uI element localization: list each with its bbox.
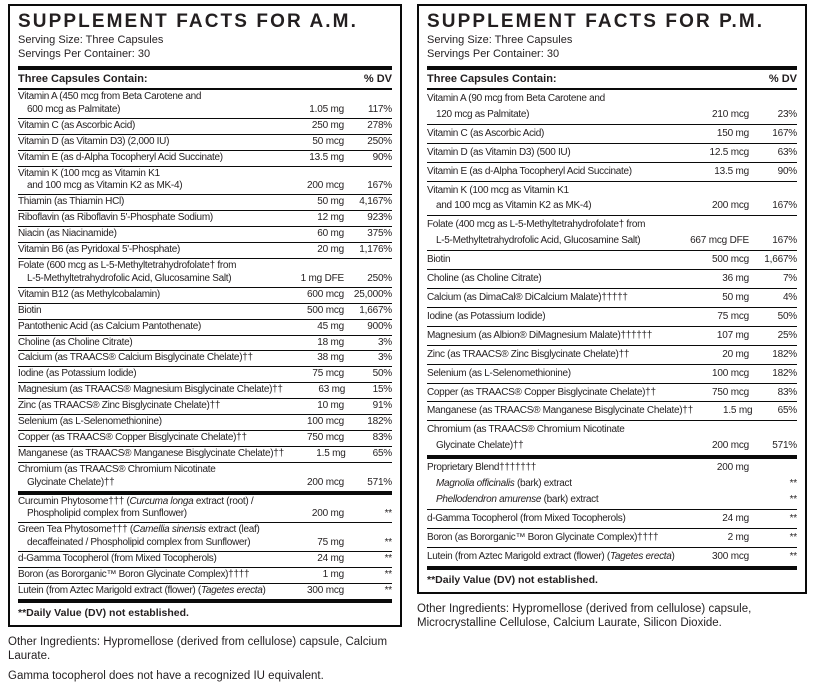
ingredient-amount: 45 mg xyxy=(317,320,344,332)
table-row xyxy=(427,182,797,217)
ingredient-dv: 90% xyxy=(777,165,797,177)
ingredient-name: Thiamin (as Thiamin HCl) xyxy=(18,196,124,208)
ingredient-name: Iodine (as Potassium Iodide) xyxy=(18,368,137,380)
ingredient-name: Magnesium (as Albion® DiMagnesium Malate)†††††† xyxy=(427,329,653,341)
table-row xyxy=(427,421,797,456)
ingredient-name: Magnolia officinalis (bark) extract xyxy=(436,478,572,490)
ingredient-dv: 117% xyxy=(367,103,392,115)
ingredient-name: Boron (as Bororganic™ Boron Glycinate Complex)†††† xyxy=(18,569,250,581)
ingredient-dv: 1,667% xyxy=(764,254,797,266)
ingredient-amount: 1 mg xyxy=(322,569,344,581)
row-line xyxy=(18,168,392,181)
table-row xyxy=(18,431,392,447)
ingredient-name: Phellodendron amurense (bark) extract xyxy=(436,493,599,505)
table-row xyxy=(427,270,797,289)
table-row xyxy=(427,125,797,144)
ingredient-amount: 50 mcg xyxy=(312,135,344,147)
ingredient-amount: 13.5 mg xyxy=(714,165,749,177)
ingredient-amount: 20 mg xyxy=(722,348,749,360)
ingredient-amount: 107 mg xyxy=(716,329,749,341)
row-line xyxy=(18,400,392,413)
row-line xyxy=(18,416,392,429)
ingredient-name: Selenium (as L-Selenomethionine) xyxy=(427,367,571,379)
ingredient-name: Chromium (as TRAACS® Chromium Nicotinate xyxy=(18,463,216,475)
row-line xyxy=(18,569,392,582)
row-line xyxy=(427,183,797,199)
ingredient-dv: 1,667% xyxy=(359,304,392,316)
row-line xyxy=(427,460,797,476)
ingredient-name: Iodine (as Potassium Iodide) xyxy=(427,310,546,322)
ingredient-amount: 600 mcg xyxy=(307,288,344,300)
table-row xyxy=(427,529,797,548)
pm-column xyxy=(417,4,807,631)
ingredient-name: Boron (as Bororganic™ Boron Glycinate Complex)†††† xyxy=(427,531,659,543)
ingredient-name: Niacin (as Niacinamide) xyxy=(18,228,117,240)
ingredient-dv: ** xyxy=(384,553,392,565)
ingredient-dv: ** xyxy=(789,493,797,505)
ingredient-dv: 375% xyxy=(367,228,392,240)
ingredient-dv: 571% xyxy=(367,476,392,488)
ingredient-name: Lutein (from Aztec Marigold extract (flower) (Tagetes erecta) xyxy=(427,550,675,562)
table-row xyxy=(18,383,392,399)
page-title: SUPPLEMENT FACTS FOR P.M. xyxy=(427,11,765,32)
ingredient-amount: 667 mcg DFE xyxy=(690,235,749,247)
row-line xyxy=(18,120,392,133)
table-row xyxy=(427,327,797,346)
ingredient-name: Riboflavin (as Riboflavin 5'-Phosphate Sodium) xyxy=(18,212,213,224)
ingredient-amount: 36 mg xyxy=(722,273,749,285)
row-line xyxy=(427,530,797,546)
table-row xyxy=(18,320,392,336)
table-row xyxy=(18,399,392,415)
ingredient-rows xyxy=(427,90,797,566)
table-row xyxy=(18,167,392,196)
table-row xyxy=(18,367,392,383)
row-line xyxy=(427,492,797,508)
ingredient-amount: 2 mg xyxy=(727,531,749,543)
ingredient-name: Vitamin E (as d-Alpha Tocopheryl Acid Succinate) xyxy=(18,151,223,163)
row-line xyxy=(427,511,797,527)
ingredient-dv: 65% xyxy=(372,447,392,459)
ingredient-dv: 278% xyxy=(367,119,392,131)
ingredient-name: Vitamin K (100 mcg as Vitamin K1 xyxy=(18,167,160,179)
row-line xyxy=(18,152,392,165)
row-line xyxy=(427,549,797,565)
ingredient-name: Copper (as TRAACS® Copper Bisglycinate Chelate)†† xyxy=(427,386,656,398)
ingredient-name: Proprietary Blend††††††† xyxy=(427,462,536,474)
dv-column-label: % DV xyxy=(363,73,392,85)
ingredient-dv: ** xyxy=(789,512,797,524)
table-header xyxy=(18,66,392,90)
ingredient-amount: 24 mg xyxy=(722,512,749,524)
serving-size: Serving Size: Three Capsules xyxy=(427,34,573,46)
row-line xyxy=(18,553,392,566)
row-line xyxy=(427,476,797,492)
ingredient-name: Selenium (as L-Selenomethionine) xyxy=(18,416,162,428)
panel-pm xyxy=(417,4,807,594)
row-line xyxy=(427,309,797,325)
row-line xyxy=(427,217,797,233)
table-row xyxy=(427,548,797,566)
row-line xyxy=(427,347,797,363)
ingredient-amount: 20 mg xyxy=(317,244,344,256)
row-line xyxy=(18,432,392,445)
ingredient-name: Folate (400 mcg as L-5-Methyltetrahydrofolate† from xyxy=(427,219,646,231)
row-line xyxy=(427,252,797,268)
am-column xyxy=(8,4,402,683)
row-line xyxy=(18,508,392,521)
row-line xyxy=(427,403,797,419)
ingredient-name: Vitamin D (as Vitamin D3) (2,000 IU) xyxy=(18,135,170,147)
row-line xyxy=(427,107,797,123)
ingredient-dv: 182% xyxy=(772,348,797,360)
row-line xyxy=(18,537,392,550)
row-line xyxy=(18,448,392,461)
ingredient-name: Vitamin A (90 mcg from Beta Carotene and xyxy=(427,93,605,104)
ingredient-amount: 1.5 mg xyxy=(316,447,346,459)
ingredient-dv: ** xyxy=(384,537,392,549)
table-row xyxy=(427,144,797,163)
ingredient-name: Glycinate Chelate)†† xyxy=(436,440,524,452)
ingredient-name: Pantothenic Acid (as Calcium Pantothenate) xyxy=(18,320,202,332)
ingredient-name: Glycinate Chelate)†† xyxy=(27,476,115,488)
table-row xyxy=(427,384,797,403)
row-line xyxy=(427,422,797,438)
row-line xyxy=(427,91,797,107)
row-line xyxy=(427,271,797,287)
row-line xyxy=(18,260,392,273)
ingredient-amount: 75 mg xyxy=(317,537,344,549)
ingredient-amount: 63 mg xyxy=(318,384,346,396)
row-line xyxy=(18,289,392,302)
ingredient-dv: 50% xyxy=(777,310,797,322)
row-line xyxy=(18,585,392,598)
ingredient-name: Vitamin B12 (as Methylcobalamin) xyxy=(18,288,160,300)
ingredient-amount: 750 mcg xyxy=(307,431,344,443)
ingredient-name: Copper (as TRAACS® Copper Bisglycinate Chelate)†† xyxy=(18,431,247,443)
ingredient-amount: 100 mcg xyxy=(307,416,344,428)
ingredient-dv: 23% xyxy=(777,108,797,120)
table-row xyxy=(427,365,797,384)
ingredient-dv: ** xyxy=(789,531,797,543)
ingredient-dv: 25% xyxy=(777,329,797,341)
ingredient-dv: 65% xyxy=(777,405,797,417)
row-line xyxy=(427,126,797,142)
table-row xyxy=(427,216,797,251)
ingredient-dv: 50% xyxy=(372,368,392,380)
ingredient-name: Vitamin A (450 mcg from Beta Carotene and xyxy=(18,91,202,102)
ingredient-name: Curcumin Phytosome††† (Curcuma longa extract (root) / xyxy=(18,495,254,507)
table-row xyxy=(18,243,392,259)
row-line xyxy=(18,321,392,334)
ingredient-dv: 4% xyxy=(782,291,797,303)
ingredient-amount: 300 mcg xyxy=(712,550,749,562)
page-title: SUPPLEMENT FACTS FOR A.M. xyxy=(18,11,358,32)
ingredient-dv: 167% xyxy=(367,180,392,192)
ingredient-dv: 15% xyxy=(372,384,392,396)
row-line xyxy=(18,180,392,193)
table-row xyxy=(427,456,797,510)
ingredient-name: Vitamin C (as Ascorbic Acid) xyxy=(18,119,136,131)
ingredient-amount: 18 mg xyxy=(317,336,344,348)
dv-footnote: **Daily Value (DV) not established. xyxy=(18,599,392,625)
row-line xyxy=(18,384,392,397)
row-line xyxy=(427,385,797,401)
row-line xyxy=(18,196,392,209)
row-line xyxy=(18,496,392,509)
ingredient-amount: 200 mcg xyxy=(307,476,344,488)
ingredient-amount: 500 mcg xyxy=(307,304,344,316)
ingredient-amount: 200 mcg xyxy=(712,440,749,452)
ingredient-name: Choline (as Choline Citrate) xyxy=(427,273,542,285)
ingredient-name: Magnesium (as TRAACS® Magnesium Bisglycinate Chelate)†† xyxy=(18,384,283,396)
ingredient-dv: 83% xyxy=(777,386,797,398)
ingredient-amount: 24 mg xyxy=(317,553,344,565)
ingredient-dv: 250% xyxy=(367,272,392,284)
row-line xyxy=(18,244,392,257)
ingredient-amount: 300 mcg xyxy=(307,585,344,596)
row-line xyxy=(18,212,392,225)
ingredient-name: and 100 mcg as Vitamin K2 as MK-4) xyxy=(436,200,592,212)
row-line xyxy=(427,145,797,161)
ingredient-amount: 75 mcg xyxy=(312,368,344,380)
ingredient-name: Biotin xyxy=(18,304,42,316)
dv-column-label: % DV xyxy=(768,73,797,85)
table-row xyxy=(18,415,392,431)
other-ingredients-note: Other Ingredients: Hypromellose (derived from cellulose) capsule, Calcium Laurate. xyxy=(8,635,388,663)
servings-per-container: Servings Per Container: 30 xyxy=(427,47,560,60)
table-row xyxy=(18,552,392,568)
other-ingredients-note: Other Ingredients: Hypromellose (derived from cellulose) capsule, Microcrystalline Cellulose, Calcium Laurate, Silicon Dioxide. xyxy=(417,602,752,630)
table-row xyxy=(427,289,797,308)
ingredient-name: d-Gamma Tocopherol (from Mixed Tocopherols) xyxy=(427,512,626,524)
row-line xyxy=(18,368,392,381)
ingredient-name: Vitamin K (100 mcg as Vitamin K1 xyxy=(427,184,569,196)
ingredient-dv: 167% xyxy=(772,127,797,139)
ingredient-dv: 1,176% xyxy=(359,244,392,256)
ingredient-name: Vitamin D (as Vitamin D3) (500 IU) xyxy=(427,146,571,158)
ingredient-amount: 13.5 mg xyxy=(309,151,344,163)
ingredient-dv: 83% xyxy=(372,431,392,443)
table-row xyxy=(18,568,392,584)
row-line xyxy=(18,352,392,365)
table-row xyxy=(18,523,392,552)
table-row xyxy=(427,346,797,365)
ingredient-dv: 167% xyxy=(772,200,797,212)
ingredient-amount: 10 mg xyxy=(317,400,344,412)
ingredient-dv: 25,000% xyxy=(353,288,392,300)
gamma-tocopherol-note: Gamma tocopherol does not have a recognized IU equivalent. xyxy=(8,669,324,682)
ingredient-amount: 60 mg xyxy=(317,228,344,240)
dv-footnote: **Daily Value (DV) not established. xyxy=(427,566,797,592)
ingredient-name: 120 mcg as Palmitate) xyxy=(436,108,530,120)
table-header xyxy=(427,66,797,90)
row-line xyxy=(18,91,392,104)
ingredient-name: Zinc (as TRAACS® Zinc Bisglycinate Chelate)†† xyxy=(427,348,630,360)
ingredient-amount: 75 mcg xyxy=(717,310,749,322)
ingredient-amount: 50 mg xyxy=(722,291,749,303)
row-line xyxy=(18,273,392,286)
ingredient-amount: 250 mg xyxy=(311,119,344,131)
table-row xyxy=(18,119,392,135)
ingredient-amount: 210 mcg xyxy=(712,108,749,120)
ingredient-amount: 12.5 mcg xyxy=(709,146,749,158)
ingredient-name: Vitamin B6 (as Pyridoxal 5'-Phosphate) xyxy=(18,244,181,256)
ingredient-amount: 150 mg xyxy=(716,127,749,139)
ingredient-amount: 12 mg xyxy=(317,212,344,224)
table-row xyxy=(18,195,392,211)
servings-per-container: Servings Per Container: 30 xyxy=(18,47,151,60)
ingredient-dv: 3% xyxy=(377,352,392,364)
ingredient-dv: 4,167% xyxy=(359,196,392,208)
row-line xyxy=(18,337,392,350)
row-line xyxy=(427,366,797,382)
contains-label: Three Capsules Contain: xyxy=(427,73,557,85)
ingredient-name: decaffeinated / Phospholipid complex from Sunflower) xyxy=(27,537,251,549)
ingredient-name: Vitamin E (as d-Alpha Tocopheryl Acid Succinate) xyxy=(427,165,632,177)
table-row xyxy=(18,492,392,524)
ingredient-dv: ** xyxy=(384,585,392,596)
table-row xyxy=(427,510,797,529)
contains-label: Three Capsules Contain: xyxy=(18,73,148,85)
ingredient-name: Manganese (as TRAACS® Manganese Bisglycinate Chelate)†† xyxy=(18,447,284,459)
ingredient-dv: ** xyxy=(789,550,797,562)
ingredient-name: Manganese (as TRAACS® Manganese Bisglycinate Chelate)†† xyxy=(427,405,693,417)
table-row xyxy=(427,90,797,125)
ingredient-dv: 90% xyxy=(372,151,392,163)
ingredient-dv: 7% xyxy=(782,273,797,285)
ingredient-amount: 750 mcg xyxy=(712,386,749,398)
table-row xyxy=(427,402,797,421)
ingredient-amount: 1.5 mg xyxy=(722,405,753,417)
table-row xyxy=(18,151,392,167)
ingredient-amount: 200 mcg xyxy=(307,180,344,192)
panel-am xyxy=(8,4,402,627)
table-row xyxy=(18,336,392,352)
row-line xyxy=(18,228,392,241)
ingredient-name: Choline (as Choline Citrate) xyxy=(18,336,133,348)
ingredient-name: 600 mcg as Palmitate) xyxy=(27,103,121,115)
row-line xyxy=(427,328,797,344)
row-line xyxy=(427,290,797,306)
ingredient-dv: 63% xyxy=(777,146,797,158)
table-row xyxy=(18,351,392,367)
table-row xyxy=(18,463,392,492)
row-line xyxy=(18,464,392,477)
ingredient-dv: 3% xyxy=(377,336,392,348)
ingredient-name: Biotin xyxy=(427,254,451,266)
ingredient-amount: 1.05 mg xyxy=(309,103,344,115)
ingredient-dv: 250% xyxy=(367,135,392,147)
ingredient-name: d-Gamma Tocopherol (from Mixed Tocopherols) xyxy=(18,553,217,565)
ingredient-dv: 182% xyxy=(367,416,392,428)
table-row xyxy=(18,304,392,320)
ingredient-dv: ** xyxy=(384,569,392,581)
ingredient-name: Folate (600 mcg as L-5-Methyltetrahydrofolate† from xyxy=(18,259,237,271)
row-line xyxy=(18,305,392,318)
row-line xyxy=(18,136,392,149)
ingredient-name: Chromium (as TRAACS® Chromium Nicotinate xyxy=(427,424,625,436)
ingredient-dv: ** xyxy=(789,478,797,490)
row-line xyxy=(18,524,392,537)
table-row xyxy=(18,447,392,463)
table-row xyxy=(18,135,392,151)
table-row xyxy=(18,211,392,227)
ingredient-name: L-5-Methyltetrahydrofolic Acid, Glucosamine Salt) xyxy=(436,235,641,247)
ingredient-dv: ** xyxy=(384,508,392,520)
ingredient-name: Zinc (as TRAACS® Zinc Bisglycinate Chelate)†† xyxy=(18,400,221,412)
ingredient-amount: 200 mg xyxy=(311,508,344,520)
table-row xyxy=(18,584,392,599)
table-row xyxy=(18,90,392,119)
ingredient-amount: 500 mcg xyxy=(712,254,749,266)
ingredient-amount: 200 mcg xyxy=(712,200,749,212)
ingredient-amount: 50 mg xyxy=(317,196,344,208)
serving-size: Serving Size: Three Capsules xyxy=(18,34,164,46)
ingredient-amount: 200 mg xyxy=(716,462,749,474)
ingredient-dv: 167% xyxy=(772,235,797,247)
ingredient-dv: 923% xyxy=(367,212,392,224)
ingredient-amount: 1 mg DFE xyxy=(300,272,344,284)
ingredient-name: and 100 mcg as Vitamin K2 as MK-4) xyxy=(27,180,183,192)
row-line xyxy=(427,164,797,180)
table-row xyxy=(427,308,797,327)
table-row xyxy=(427,251,797,270)
ingredient-name: Calcium (as TRAACS® Calcium Bisglycinate Chelate)†† xyxy=(18,352,253,364)
ingredient-name: Green Tea Phytosome††† (Camellia sinensis extract (leaf) xyxy=(18,524,260,536)
table-row xyxy=(18,227,392,243)
row-line xyxy=(18,477,392,490)
ingredient-dv: 91% xyxy=(372,400,392,412)
ingredient-dv: 900% xyxy=(367,320,392,332)
ingredient-name: Vitamin C (as Ascorbic Acid) xyxy=(427,127,545,139)
ingredient-name: Calcium (as DimaCal® DiCalcium Malate)††††† xyxy=(427,291,628,303)
ingredient-dv: 571% xyxy=(772,440,797,452)
row-line xyxy=(427,233,797,249)
table-row xyxy=(18,288,392,304)
ingredient-dv: 182% xyxy=(772,367,797,379)
ingredient-amount: 38 mg xyxy=(317,352,344,364)
ingredient-name: L-5-Methyltetrahydrofolic Acid, Glucosamine Salt) xyxy=(27,272,232,284)
table-row xyxy=(427,163,797,182)
table-row xyxy=(18,259,392,288)
row-line xyxy=(427,438,797,454)
ingredient-rows xyxy=(18,90,392,599)
row-line xyxy=(427,198,797,214)
ingredient-name: Phospholipid complex from Sunflower) xyxy=(27,508,187,520)
ingredient-name: Lutein (from Aztec Marigold extract (flower) (Tagetes erecta) xyxy=(18,585,266,596)
ingredient-amount: 100 mcg xyxy=(712,367,749,379)
row-line xyxy=(18,104,392,117)
